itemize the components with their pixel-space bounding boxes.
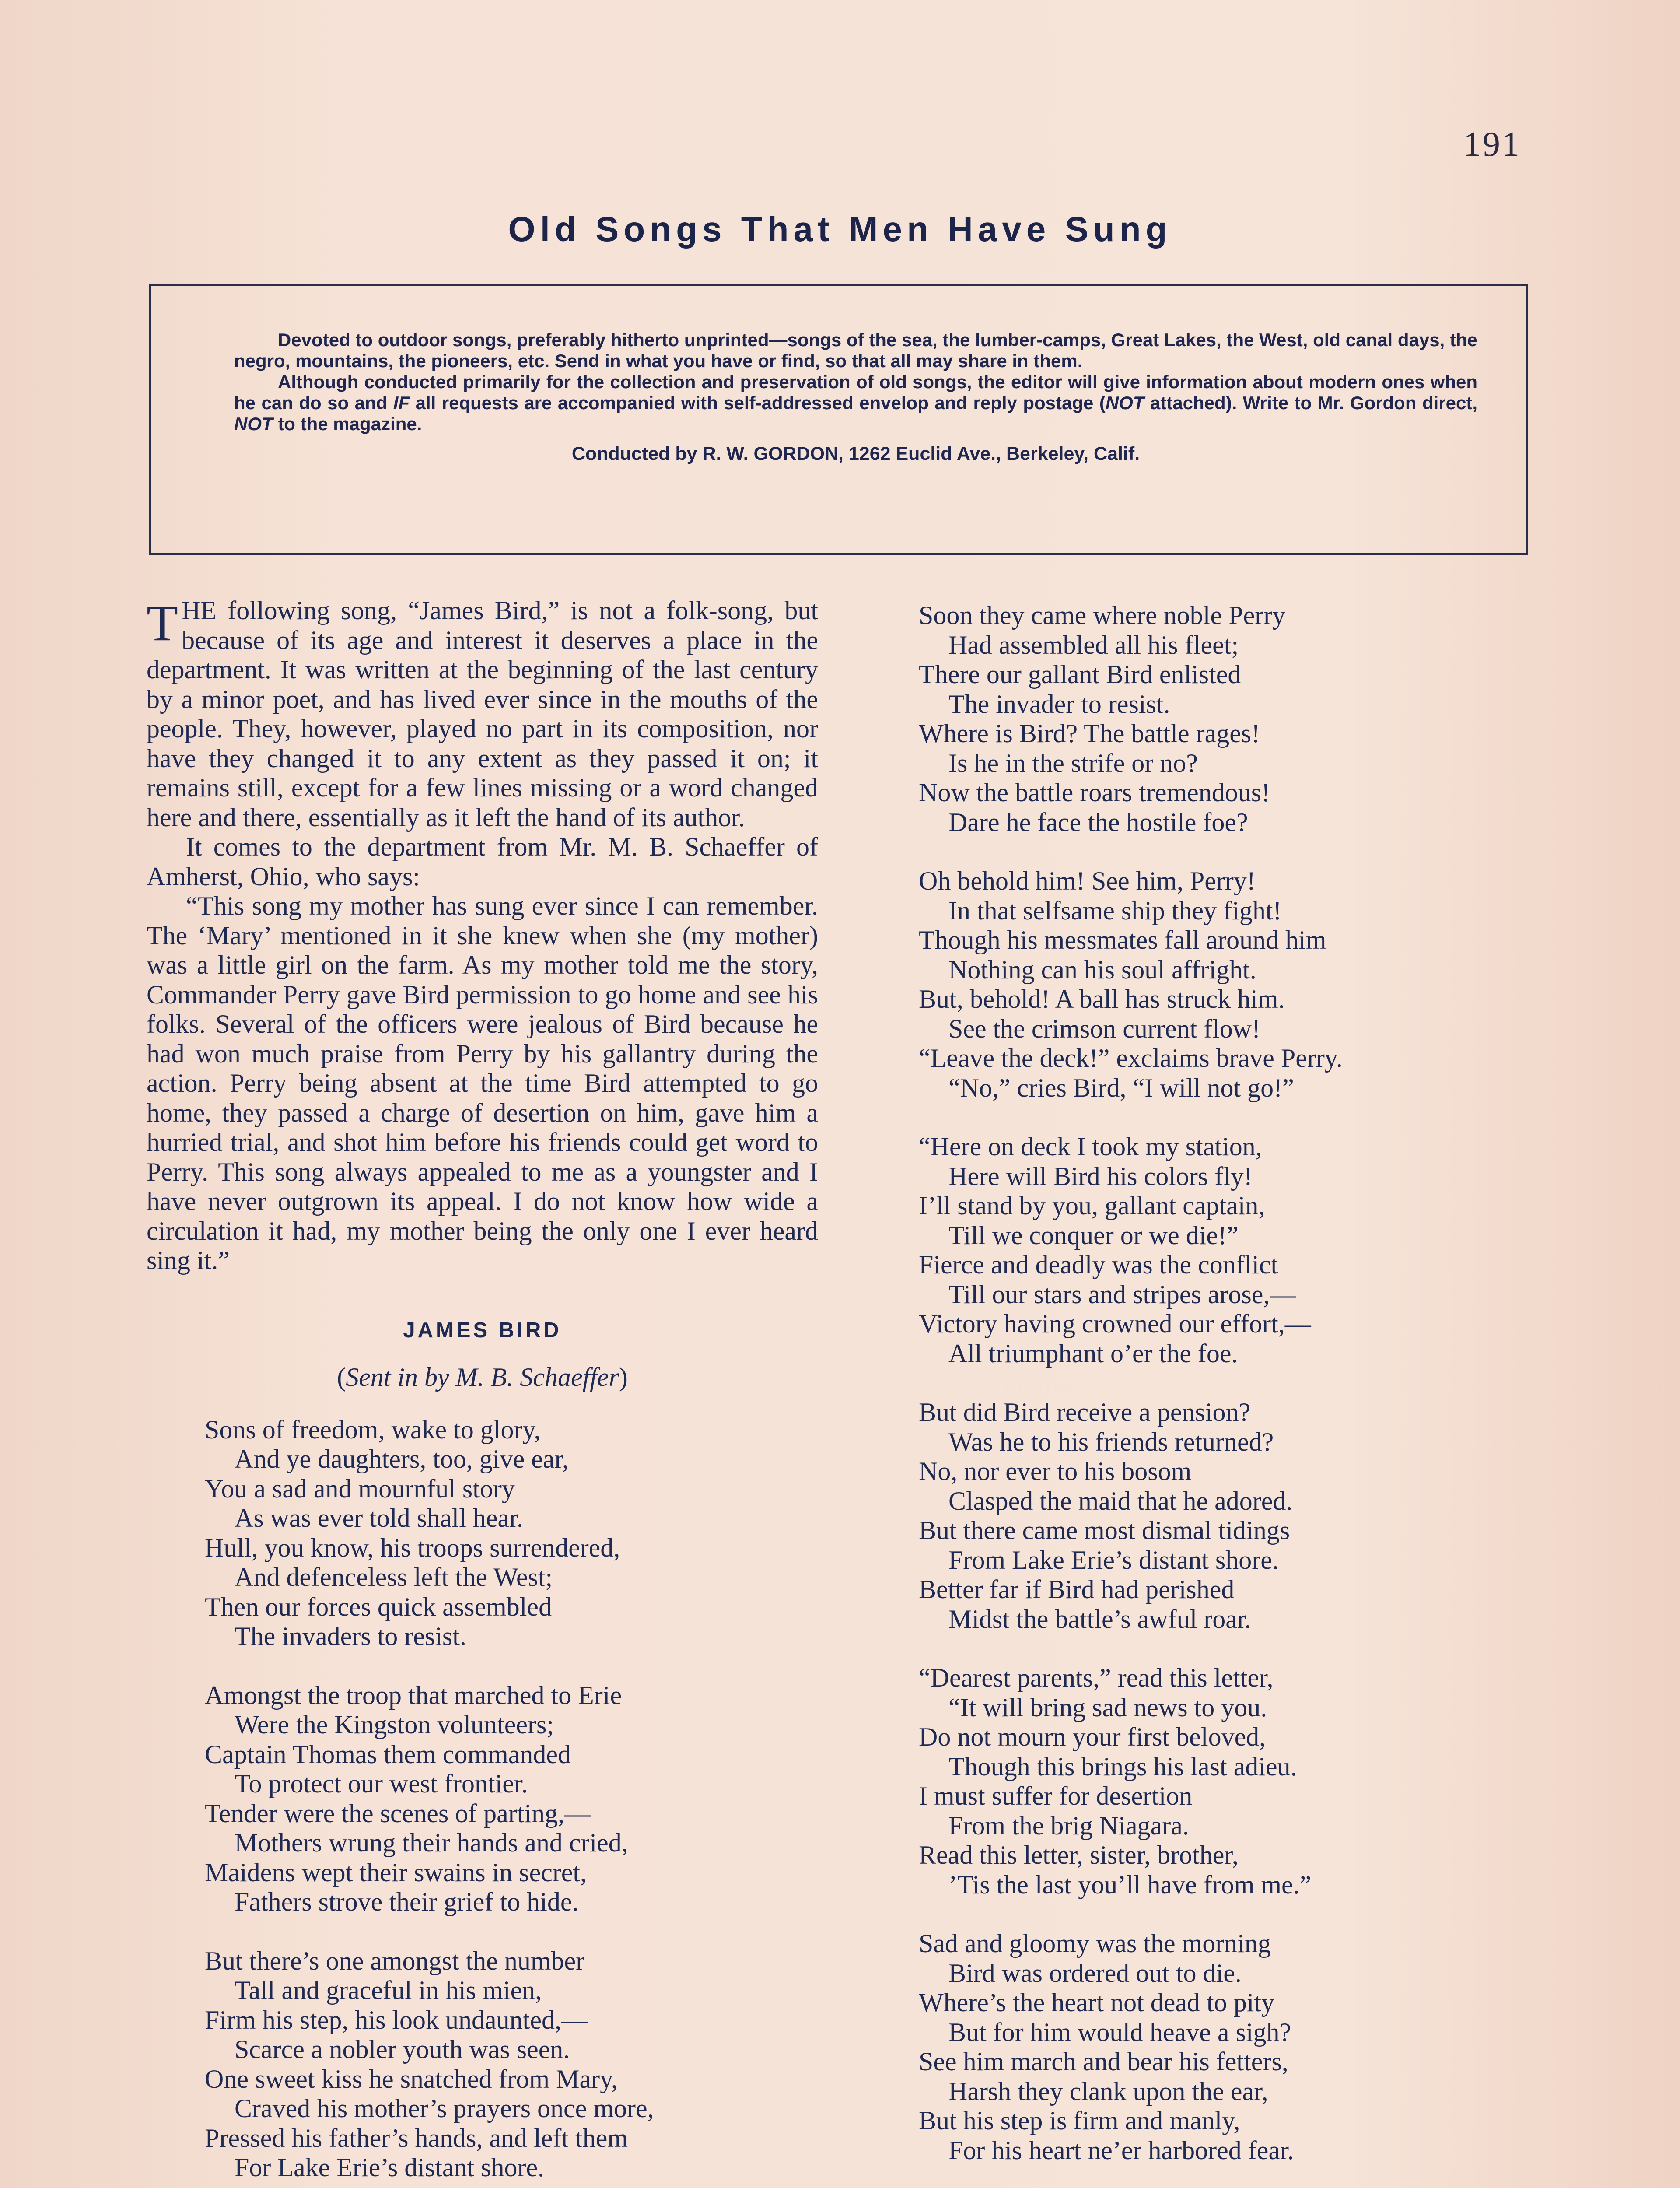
right-stanzas xyxy=(919,601,1566,2188)
verse-line: See him march and bear his fetters, xyxy=(919,2047,1288,2076)
verse-line: And defenceless left the West; xyxy=(234,1563,553,1592)
department-heading: Old Songs That Men Have Sung xyxy=(508,210,1172,249)
verse-line: Were the Kingston volunteers; xyxy=(234,1710,554,1739)
verse-line: Tall and graceful in his mien, xyxy=(234,1976,542,2005)
intro-paragraph-2: It comes to the department from Mr. M. B. Schaeffer of Amherst, Ohio, who says: xyxy=(147,832,818,891)
verse-line: But for him would heave a sigh? xyxy=(948,2017,1292,2047)
verse-line: Harsh they clank upon the ear, xyxy=(948,2076,1268,2106)
verse-line: And ye daughters, too, give ear, xyxy=(234,1445,569,1473)
verse-line: For Lake Erie’s distant shore. xyxy=(234,2153,545,2182)
song-credit-paren: ) xyxy=(619,1363,628,1392)
verse-line: Had assembled all his fleet; xyxy=(948,630,1239,659)
stanza xyxy=(919,601,1566,837)
verse-line: “It will bring sad news to you. xyxy=(948,1693,1267,1722)
verse-line: Read this letter, sister, brother, xyxy=(919,1841,1239,1869)
verse-line: Amongst the troop that marched to Erie xyxy=(205,1680,622,1710)
verse-line: Fathers strove their grief to hide. xyxy=(234,1887,579,1916)
verse-line: The invader to resist. xyxy=(948,689,1170,719)
stanza xyxy=(147,1946,818,2183)
stanza xyxy=(147,1415,818,1652)
verse-line: Fierce and deadly was the conflict xyxy=(919,1250,1278,1279)
verse-line: “No,” cries Bird, “I will not go!” xyxy=(948,1073,1294,1102)
verse-line: Sad and gloomy was the morning xyxy=(919,1929,1271,1958)
verse-line: Though this brings his last adieu. xyxy=(948,1752,1297,1781)
verse-line: Though his messmates fall around him xyxy=(919,926,1326,954)
verse-line: “Dearest parents,” read this letter, xyxy=(919,1663,1274,1692)
verse-line: Now the battle roars tremendous! xyxy=(919,778,1270,807)
notice-paragraph-1: Devoted to outdoor songs, preferably hitherto unprinted—songs of the sea, the lumber-camps, Great Lakes, the West, old canal days, the negro, mountains, the pioneers, etc. Send in what you have or find, so that all may share in them. xyxy=(234,330,1477,371)
verse-line: Sons of freedom, wake to glory, xyxy=(205,1415,541,1444)
notice-emphasis: IF xyxy=(393,393,410,413)
verse-line: Till we conquer or we die!” xyxy=(948,1220,1239,1250)
notice-paragraph-2 xyxy=(234,372,1477,435)
intro-text: HE following song, “James Bird,” is not a folk-song, but because of its age and interest it deserves a place in the department. It was written at the beginning of the last century by a minor poet, and has lived ever since in the mouths of the people. They, however, played no part in its composition, nor have they changed it to any extent as they passed it on; it remains still, except for a few lines missing or a word changed here and there, essentially as it left the hand of its author. xyxy=(147,596,818,832)
stanza xyxy=(919,1398,1566,1634)
verse-line: Oh behold him! See him, Perry! xyxy=(919,866,1256,895)
verse-line: Captain Thomas them commanded xyxy=(205,1739,571,1769)
verse-line: But did Bird receive a pension? xyxy=(919,1398,1251,1427)
song-credit-text: Sent in by M. B. Schaeffer xyxy=(346,1363,619,1392)
verse-line: “Leave the deck!” exclaims brave Perry. xyxy=(919,1044,1343,1073)
verse-line: As was ever told shall hear. xyxy=(234,1504,523,1532)
verse-line: Where’s the heart not dead to pity xyxy=(919,1988,1275,2017)
verse-line: Mothers wrung their hands and cried, xyxy=(234,1828,628,1857)
verse-line: Dare he face the hostile foe? xyxy=(948,807,1248,837)
stanza xyxy=(919,866,1566,1103)
stanza xyxy=(147,1681,818,1917)
verse-line: Tender were the scenes of parting,— xyxy=(205,1799,591,1828)
verse-line: “Here on deck I took my station, xyxy=(919,1132,1262,1161)
verse-line: Is he in the strife or no? xyxy=(948,748,1198,778)
verse-line: Firm his step, his look undaunted,— xyxy=(205,2005,588,2034)
verse-line: No, nor ever to his bosom xyxy=(919,1457,1192,1486)
stanza xyxy=(919,1929,1566,2165)
intro-paragraph-3: “This song my mother has sung ever since I can remember. The ‘Mary’ mentioned in it she knew when she (my mother) was a little girl on the farm. As my mother told me the story, Commander Perry gave Bird permission to go home and see his folks. Several of the officers were jealous of Bird because he had won much praise from Perry by his gallantry during the action. Perry being absent at the time Bird attempted to go home, they passed a charge of desertion on him, gave him a hurried trial, and shot him before his friends could get word to Perry. This song always appealed to me as a youngster and I have never outgrown its appeal. I do not know how wide a circulation it had, my mother being the only one I ever heard sing it.” xyxy=(147,891,818,1275)
verse-line: See the crimson current flow! xyxy=(948,1014,1261,1043)
verse-line: Clasped the maid that he adored. xyxy=(948,1486,1293,1515)
verse-line: There our gallant Bird enlisted xyxy=(919,660,1241,689)
verse-line: I must suffer for desertion xyxy=(919,1781,1193,1810)
verse-line: But there came most dismal tidings xyxy=(919,1516,1290,1545)
right-column xyxy=(919,601,1566,2188)
verse-line: Do not mourn your first beloved, xyxy=(919,1722,1266,1751)
verse-line: Pressed his father’s hands, and left them xyxy=(205,2123,628,2153)
verse-line: Soon they came where noble Perry xyxy=(919,601,1286,630)
verse-line: But, behold! A ball has struck him. xyxy=(919,985,1285,1013)
verse-line: Maidens wept their swains in secret, xyxy=(205,1858,587,1887)
left-column xyxy=(147,596,818,2183)
verse-line: From the brig Niagara. xyxy=(948,1811,1189,1840)
intro-paragraph-1 xyxy=(147,596,818,832)
verse-line: From Lake Erie’s distant shore. xyxy=(948,1545,1279,1574)
notice-text: Although conducted primarily for the collection and preservation of old songs, the editor will give information about modern ones when he can do so and xyxy=(234,372,1477,413)
verse-line: Bird was ordered out to die. xyxy=(948,1958,1242,1988)
notice-text: to the magazine. xyxy=(273,414,422,434)
department-notice-box xyxy=(149,284,1528,555)
verse-line: Midst the battle’s awful roar. xyxy=(948,1604,1251,1634)
verse-line: Then our forces quick assembled xyxy=(205,1592,552,1621)
verse-line: Craved his mother’s prayers once more, xyxy=(234,2094,654,2123)
stanza xyxy=(919,1663,1566,1900)
verse-line: Nothing can his soul affright. xyxy=(948,955,1256,984)
verse-line: Here will Bird his colors fly! xyxy=(948,1161,1253,1191)
notice-emphasis: NOT xyxy=(234,414,273,434)
verse-line: Hull, you know, his troops surrendered, xyxy=(205,1533,620,1562)
notice-credit: Conducted by R. W. GORDON, 1262 Euclid Ave., Berkeley, Calif. xyxy=(571,443,1140,464)
stanza xyxy=(919,1132,1566,1368)
verse-line: Was he to his friends returned? xyxy=(948,1427,1274,1456)
verse-line: One sweet kiss he snatched from Mary, xyxy=(205,2064,618,2093)
verse-line: Where is Bird? The battle rages! xyxy=(919,719,1260,748)
verse-line: Better far if Bird had perished xyxy=(919,1575,1235,1604)
verse-line: ’Tis the last you’ll have from me.” xyxy=(948,1870,1312,1899)
verse-line: To protect our west frontier. xyxy=(234,1769,528,1798)
song-credit xyxy=(147,1363,818,1392)
verse-line: But his step is firm and manly, xyxy=(919,2106,1240,2135)
verse-line: The invaders to resist. xyxy=(234,1622,466,1651)
verse-line: Victory having crowned our effort,— xyxy=(919,1309,1311,1338)
song-credit-paren: ( xyxy=(337,1363,346,1392)
notice-emphasis: NOT xyxy=(1105,393,1144,413)
verse-line: I’ll stand by you, gallant captain, xyxy=(919,1191,1265,1220)
verse-line: For his heart ne’er harbored fear. xyxy=(948,2135,1294,2165)
verse-line: Scarce a nobler youth was seen. xyxy=(234,2035,570,2064)
song-title: JAMES BIRD xyxy=(403,1318,562,1342)
verse-line: All triumphant o’er the foe. xyxy=(948,1339,1238,1368)
notice-text: attached). Write to Mr. Gordon direct, xyxy=(1144,393,1477,413)
left-stanzas xyxy=(147,1415,818,2183)
verse-line: In that selfsame ship they fight! xyxy=(948,896,1282,925)
drop-cap: T xyxy=(147,594,178,652)
verse-line: Till our stars and stripes arose,— xyxy=(948,1280,1296,1309)
verse-line: You a sad and mournful story xyxy=(205,1474,515,1503)
verse-line: But there’s one amongst the number xyxy=(205,1946,585,1975)
notice-text: all requests are accompanied with self-addressed envelop and reply postage ( xyxy=(410,393,1106,413)
page-number: 191 xyxy=(1463,125,1521,164)
